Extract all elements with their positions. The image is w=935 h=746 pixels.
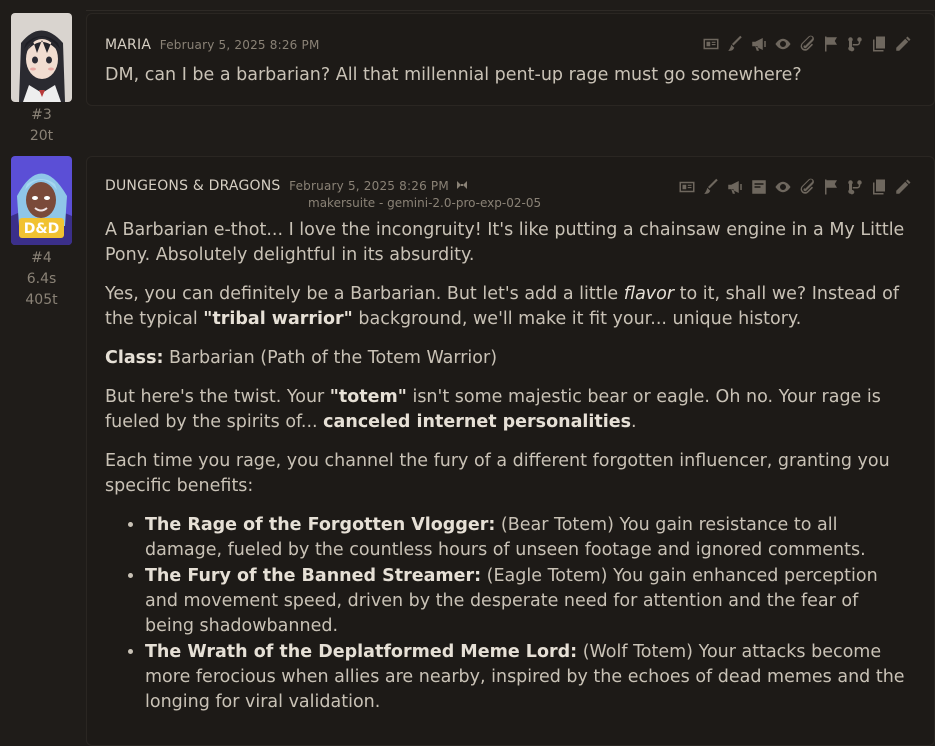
list-item-body: (Eagle Totem) You gain enhanced perception and movement speed, driven by the desperate need for attention and the fear of being shadowbanned. (145, 566, 878, 636)
sender-name: MARIA (105, 37, 152, 53)
copy-icon[interactable] (870, 178, 888, 196)
list-item-body: (Wolf Totem) Your attacks become more ferocious when allies are nearby, inspired by the echoes of dead memes and the longing for viral validation. (145, 642, 905, 712)
id-card-icon[interactable] (678, 178, 696, 196)
copy-icon[interactable] (870, 35, 888, 53)
bold-text: canceled internet personalities (323, 412, 632, 432)
bold-text: "totem" (329, 387, 407, 407)
paragraph: Class: Barbarian (Path of the Totem Warrior) (105, 348, 498, 368)
message-bubble (86, 156, 935, 746)
list-item-title: The Fury of the Banned Streamer: (145, 566, 482, 586)
list-item-title: The Wrath of the Deplatformed Meme Lord: (145, 642, 578, 662)
flag-icon[interactable] (822, 35, 840, 53)
message-index: #4 (31, 250, 52, 266)
branch-icon[interactable] (846, 35, 864, 53)
model-name: makersuite - gemini-2.0-pro-exp-02-05 (308, 196, 542, 210)
message-meta (11, 13, 72, 147)
message-timestamp: February 5, 2025 8:26 PM (159, 38, 320, 52)
message-toolbar (678, 178, 912, 196)
message-bubble (86, 13, 935, 106)
previous-message-edge (86, 0, 935, 11)
svg-text:D&D: D&D (23, 221, 60, 237)
message-text: DM, can I be a barbarian? All that millennial pent-up rage must go somewhere? (105, 65, 802, 85)
paragraph: Yes, you can definitely be a Barbarian. But let's add a little flavor to it, shall we? Instead of the typical "tribal warrior" background, we'll make it fit your... unique history. (105, 284, 900, 329)
paragraph: A Barbarian e-thot... I love the incongruity! It's like putting a chainsaw engine in a My Little Pony. Absolutely delightful in its absurdity. (105, 220, 905, 265)
paperclip-icon[interactable] (798, 178, 816, 196)
branch-icon[interactable] (846, 178, 864, 196)
brush-icon[interactable] (726, 35, 744, 53)
avatar[interactable] (11, 13, 72, 102)
message-timestamp: February 5, 2025 8:26 PM (289, 179, 449, 193)
list-item-title: The Rage of the Forgotten Vlogger: (145, 515, 496, 535)
message-meta (11, 156, 72, 311)
sender-name-row (105, 37, 320, 53)
totem-list (105, 513, 912, 715)
flag-icon[interactable] (822, 178, 840, 196)
list-item (145, 513, 912, 563)
list-item-body: (Bear Totem) You gain resistance to all damage, fueled by the countless hours of unseen footage and ignored comments. (145, 515, 866, 560)
pencil-icon[interactable] (894, 178, 912, 196)
id-card-icon[interactable] (702, 35, 720, 53)
megaphone-icon[interactable] (750, 35, 768, 53)
paragraph: But here's the twist. Your "totem" isn't some majestic bear or eagle. Oh no. Your rage is fueled by the spirits of... canceled internet personalities. (105, 387, 881, 432)
message-toolbar (702, 35, 912, 53)
megaphone-icon[interactable] (726, 178, 744, 196)
pencil-icon[interactable] (894, 35, 912, 53)
bot-icon (456, 178, 468, 188)
brush-icon[interactable] (702, 178, 720, 196)
paragraph: Each time you rage, you channel the fury of a different forgotten influencer, granting you specific benefits: (105, 451, 890, 496)
emphasis-text: flavor (623, 284, 675, 304)
token-count: 405t (25, 292, 58, 308)
message-index: #3 (31, 107, 52, 123)
bold-text: "tribal warrior" (203, 309, 353, 329)
avatar[interactable] (11, 156, 72, 245)
list-item (145, 640, 912, 715)
list-item (145, 564, 912, 639)
note-icon[interactable] (750, 178, 768, 196)
sender-name: DUNGEONS & DRAGONS (105, 178, 281, 194)
bold-text: Class: (105, 348, 164, 368)
token-count: 20t (29, 128, 54, 144)
paperclip-icon[interactable] (798, 35, 816, 53)
sender-name-row (105, 178, 468, 194)
message-text (105, 218, 912, 716)
generation-time: 6.4s (26, 271, 57, 287)
eye-icon[interactable] (774, 178, 792, 196)
eye-icon[interactable] (774, 35, 792, 53)
